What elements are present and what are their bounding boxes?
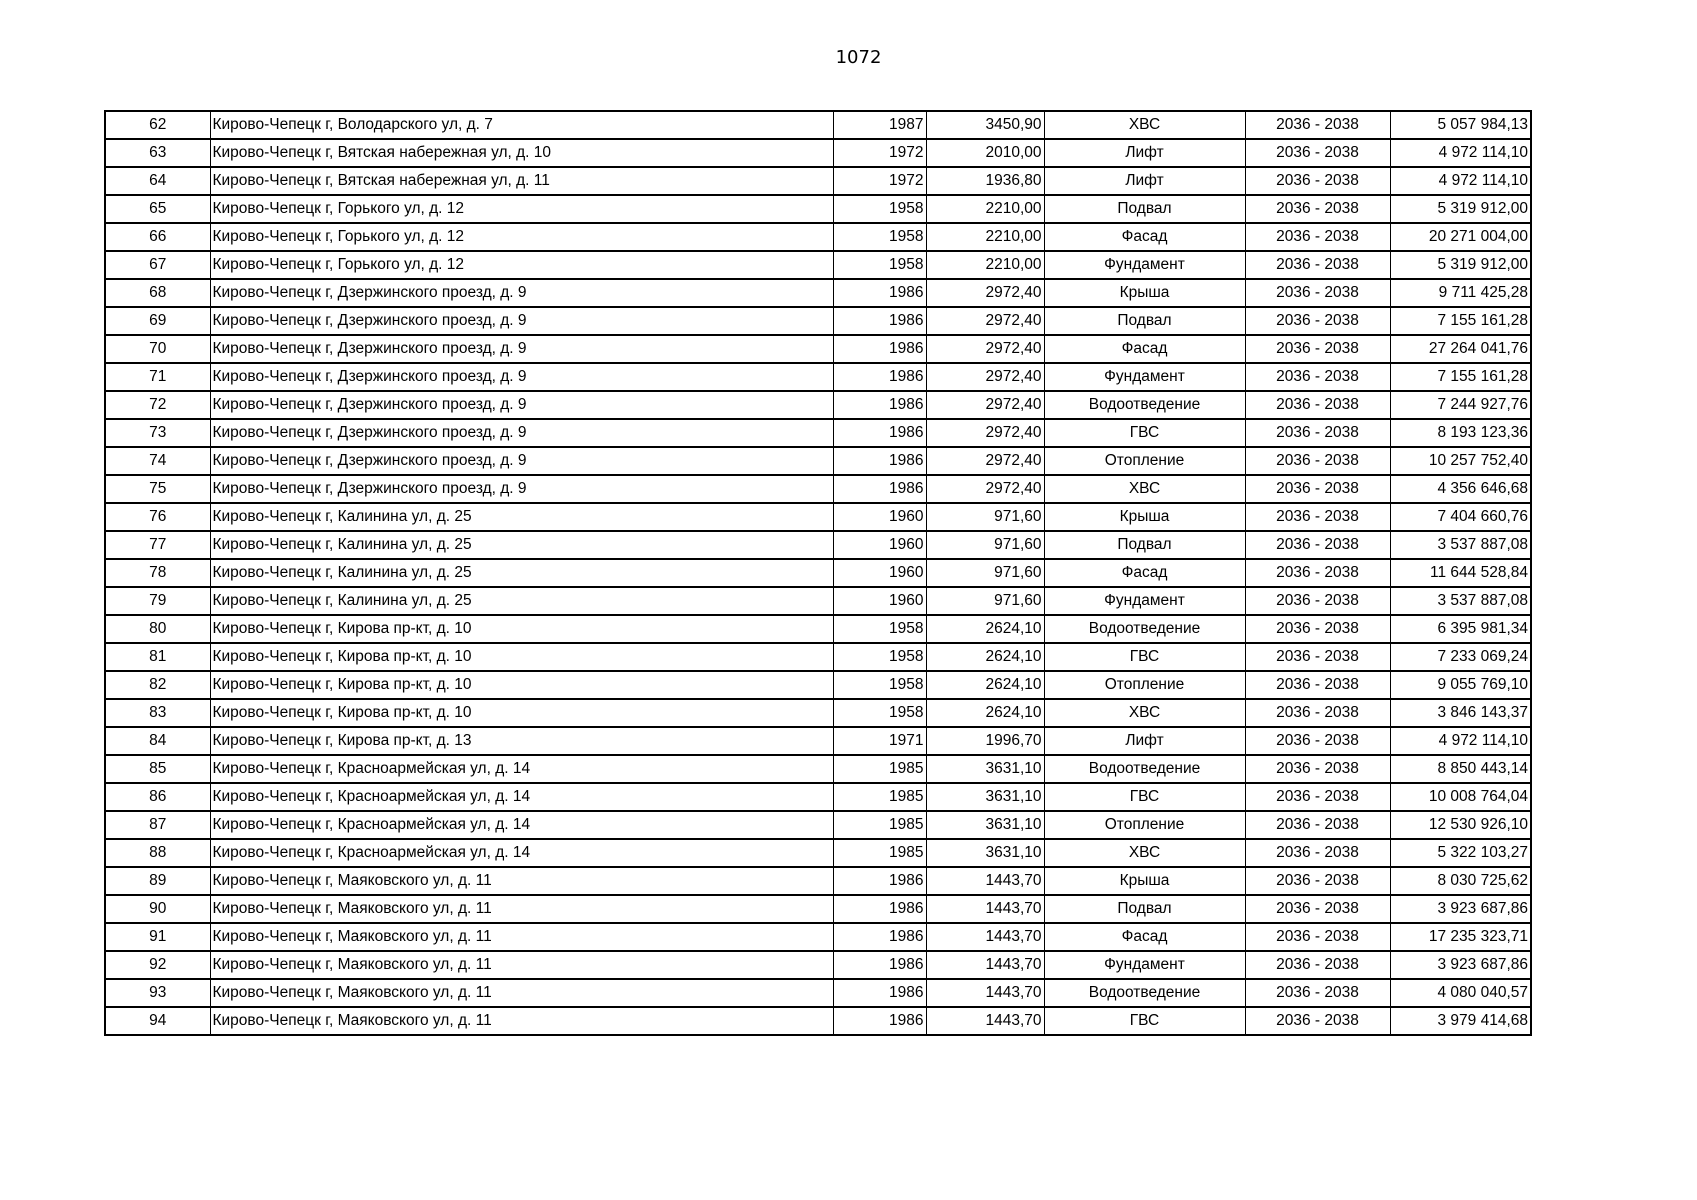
cell-cost: 20 271 004,00	[1390, 223, 1531, 251]
cell-year: 1986	[833, 1007, 926, 1035]
cell-cost: 10 008 764,04	[1390, 783, 1531, 811]
cell-year: 1958	[833, 195, 926, 223]
cell-area: 1936,80	[926, 167, 1044, 195]
cell-area: 3631,10	[926, 755, 1044, 783]
cell-work-type: Подвал	[1044, 307, 1245, 335]
page-number: 1072	[835, 47, 882, 68]
cell-address: Кирово-Чепецк г, Красноармейская ул, д. 14	[210, 839, 833, 867]
cell-period: 2036 - 2038	[1245, 139, 1390, 167]
cell-row-number: 89	[105, 867, 210, 895]
cell-work-type: Подвал	[1044, 895, 1245, 923]
cell-year: 1985	[833, 839, 926, 867]
cell-address: Кирово-Чепецк г, Кирова пр-кт, д. 13	[210, 727, 833, 755]
table-row	[105, 615, 1531, 643]
cell-address: Кирово-Чепецк г, Дзержинского проезд, д. 9	[210, 447, 833, 475]
cell-period: 2036 - 2038	[1245, 195, 1390, 223]
cell-cost: 5 322 103,27	[1390, 839, 1531, 867]
cell-address: Кирово-Чепецк г, Дзержинского проезд, д. 9	[210, 363, 833, 391]
cell-address: Кирово-Чепецк г, Красноармейская ул, д. 14	[210, 755, 833, 783]
cell-work-type: Фасад	[1044, 559, 1245, 587]
cell-year: 1985	[833, 783, 926, 811]
cell-work-type: ХВС	[1044, 699, 1245, 727]
cell-row-number: 78	[105, 559, 210, 587]
cell-row-number: 79	[105, 587, 210, 615]
cell-address: Кирово-Чепецк г, Маяковского ул, д. 11	[210, 1007, 833, 1035]
cell-work-type: ХВС	[1044, 839, 1245, 867]
table-row	[105, 979, 1531, 1007]
cell-year: 1985	[833, 755, 926, 783]
cell-period: 2036 - 2038	[1245, 979, 1390, 1007]
cell-area: 2624,10	[926, 643, 1044, 671]
cell-work-type: Водоотведение	[1044, 615, 1245, 643]
cell-cost: 9 711 425,28	[1390, 279, 1531, 307]
cell-year: 1985	[833, 811, 926, 839]
cell-period: 2036 - 2038	[1245, 811, 1390, 839]
table-row	[105, 587, 1531, 615]
cell-period: 2036 - 2038	[1245, 727, 1390, 755]
cell-area: 2624,10	[926, 615, 1044, 643]
cell-year: 1986	[833, 307, 926, 335]
table-body	[105, 111, 1531, 1035]
cell-cost: 10 257 752,40	[1390, 447, 1531, 475]
cell-row-number: 80	[105, 615, 210, 643]
table-row	[105, 727, 1531, 755]
cell-row-number: 73	[105, 419, 210, 447]
cell-work-type: ХВС	[1044, 475, 1245, 503]
cell-area: 2624,10	[926, 699, 1044, 727]
cell-row-number: 94	[105, 1007, 210, 1035]
cell-row-number: 82	[105, 671, 210, 699]
cell-work-type: Водоотведение	[1044, 755, 1245, 783]
cell-area: 2972,40	[926, 307, 1044, 335]
cell-area: 2210,00	[926, 223, 1044, 251]
table-row	[105, 951, 1531, 979]
cell-work-type: Фундамент	[1044, 587, 1245, 615]
table-row	[105, 111, 1531, 139]
cell-address: Кирово-Чепецк г, Дзержинского проезд, д. 9	[210, 335, 833, 363]
cell-period: 2036 - 2038	[1245, 223, 1390, 251]
cell-period: 2036 - 2038	[1245, 363, 1390, 391]
table-row	[105, 783, 1531, 811]
table-row	[105, 363, 1531, 391]
cell-cost: 3 846 143,37	[1390, 699, 1531, 727]
table-row	[105, 139, 1531, 167]
cell-period: 2036 - 2038	[1245, 559, 1390, 587]
cell-year: 1986	[833, 895, 926, 923]
cell-area: 2972,40	[926, 363, 1044, 391]
cell-address: Кирово-Чепецк г, Дзержинского проезд, д. 9	[210, 475, 833, 503]
cell-area: 3631,10	[926, 783, 1044, 811]
cell-area: 3450,90	[926, 111, 1044, 139]
cell-work-type: Крыша	[1044, 867, 1245, 895]
cell-row-number: 88	[105, 839, 210, 867]
cell-cost: 5 319 912,00	[1390, 195, 1531, 223]
cell-row-number: 92	[105, 951, 210, 979]
cell-address: Кирово-Чепецк г, Кирова пр-кт, д. 10	[210, 671, 833, 699]
cell-work-type: Фасад	[1044, 923, 1245, 951]
cell-cost: 4 972 114,10	[1390, 727, 1531, 755]
cell-work-type: Фасад	[1044, 223, 1245, 251]
table-row	[105, 1007, 1531, 1035]
cell-cost: 17 235 323,71	[1390, 923, 1531, 951]
cell-area: 1996,70	[926, 727, 1044, 755]
cell-work-type: ГВС	[1044, 643, 1245, 671]
capital-repair-table	[104, 110, 1532, 1036]
cell-work-type: Фундамент	[1044, 363, 1245, 391]
cell-address: Кирово-Чепецк г, Горького ул, д. 12	[210, 195, 833, 223]
cell-work-type: Лифт	[1044, 139, 1245, 167]
cell-address: Кирово-Чепецк г, Маяковского ул, д. 11	[210, 951, 833, 979]
cell-row-number: 83	[105, 699, 210, 727]
cell-cost: 3 923 687,86	[1390, 895, 1531, 923]
cell-year: 1986	[833, 923, 926, 951]
cell-period: 2036 - 2038	[1245, 279, 1390, 307]
cell-address: Кирово-Чепецк г, Кирова пр-кт, д. 10	[210, 615, 833, 643]
cell-area: 2972,40	[926, 475, 1044, 503]
cell-work-type: Отопление	[1044, 447, 1245, 475]
cell-row-number: 62	[105, 111, 210, 139]
table-row	[105, 503, 1531, 531]
cell-year: 1972	[833, 167, 926, 195]
cell-cost: 3 537 887,08	[1390, 587, 1531, 615]
cell-area: 971,60	[926, 559, 1044, 587]
cell-cost: 3 923 687,86	[1390, 951, 1531, 979]
table-row	[105, 755, 1531, 783]
table-row	[105, 559, 1531, 587]
cell-address: Кирово-Чепецк г, Дзержинского проезд, д. 9	[210, 307, 833, 335]
cell-row-number: 77	[105, 531, 210, 559]
table-row	[105, 867, 1531, 895]
cell-year: 1960	[833, 559, 926, 587]
cell-row-number: 70	[105, 335, 210, 363]
cell-row-number: 90	[105, 895, 210, 923]
cell-area: 971,60	[926, 531, 1044, 559]
cell-year: 1986	[833, 447, 926, 475]
cell-cost: 7 244 927,76	[1390, 391, 1531, 419]
cell-year: 1986	[833, 335, 926, 363]
cell-cost: 3 537 887,08	[1390, 531, 1531, 559]
cell-cost: 4 972 114,10	[1390, 167, 1531, 195]
cell-period: 2036 - 2038	[1245, 503, 1390, 531]
cell-address: Кирово-Чепецк г, Калинина ул, д. 25	[210, 587, 833, 615]
cell-row-number: 65	[105, 195, 210, 223]
cell-area: 1443,70	[926, 951, 1044, 979]
cell-year: 1986	[833, 951, 926, 979]
cell-cost: 12 530 926,10	[1390, 811, 1531, 839]
cell-area: 2210,00	[926, 195, 1044, 223]
cell-address: Кирово-Чепецк г, Вятская набережная ул, д. 10	[210, 139, 833, 167]
cell-cost: 6 395 981,34	[1390, 615, 1531, 643]
cell-address: Кирово-Чепецк г, Горького ул, д. 12	[210, 251, 833, 279]
cell-address: Кирово-Чепецк г, Калинина ул, д. 25	[210, 503, 833, 531]
cell-cost: 11 644 528,84	[1390, 559, 1531, 587]
cell-work-type: Фундамент	[1044, 951, 1245, 979]
cell-year: 1986	[833, 363, 926, 391]
cell-work-type: Водоотведение	[1044, 979, 1245, 1007]
table-row	[105, 671, 1531, 699]
cell-period: 2036 - 2038	[1245, 111, 1390, 139]
cell-row-number: 71	[105, 363, 210, 391]
cell-address: Кирово-Чепецк г, Калинина ул, д. 25	[210, 531, 833, 559]
cell-work-type: Фасад	[1044, 335, 1245, 363]
cell-area: 1443,70	[926, 979, 1044, 1007]
table-row	[105, 811, 1531, 839]
cell-area: 3631,10	[926, 811, 1044, 839]
cell-row-number: 86	[105, 783, 210, 811]
cell-year: 1986	[833, 391, 926, 419]
cell-period: 2036 - 2038	[1245, 895, 1390, 923]
cell-period: 2036 - 2038	[1245, 923, 1390, 951]
cell-period: 2036 - 2038	[1245, 783, 1390, 811]
cell-work-type: Водоотведение	[1044, 391, 1245, 419]
table-row	[105, 531, 1531, 559]
table-row	[105, 419, 1531, 447]
cell-area: 3631,10	[926, 839, 1044, 867]
cell-cost: 8 193 123,36	[1390, 419, 1531, 447]
cell-area: 1443,70	[926, 867, 1044, 895]
cell-area: 1443,70	[926, 923, 1044, 951]
cell-year: 1971	[833, 727, 926, 755]
cell-year: 1986	[833, 279, 926, 307]
cell-area: 2972,40	[926, 391, 1044, 419]
cell-row-number: 67	[105, 251, 210, 279]
table-row	[105, 643, 1531, 671]
cell-work-type: ГВС	[1044, 783, 1245, 811]
cell-work-type: Отопление	[1044, 811, 1245, 839]
cell-address: Кирово-Чепецк г, Красноармейская ул, д. 14	[210, 811, 833, 839]
cell-year: 1986	[833, 475, 926, 503]
cell-address: Кирово-Чепецк г, Кирова пр-кт, д. 10	[210, 643, 833, 671]
cell-row-number: 63	[105, 139, 210, 167]
cell-period: 2036 - 2038	[1245, 587, 1390, 615]
cell-year: 1986	[833, 867, 926, 895]
cell-period: 2036 - 2038	[1245, 307, 1390, 335]
cell-address: Кирово-Чепецк г, Горького ул, д. 12	[210, 223, 833, 251]
table-row	[105, 335, 1531, 363]
cell-address: Кирово-Чепецк г, Маяковского ул, д. 11	[210, 923, 833, 951]
cell-row-number: 87	[105, 811, 210, 839]
cell-cost: 8 030 725,62	[1390, 867, 1531, 895]
cell-period: 2036 - 2038	[1245, 755, 1390, 783]
cell-area: 2210,00	[926, 251, 1044, 279]
cell-address: Кирово-Чепецк г, Вятская набережная ул, д. 11	[210, 167, 833, 195]
cell-period: 2036 - 2038	[1245, 699, 1390, 727]
cell-cost: 7 155 161,28	[1390, 307, 1531, 335]
cell-period: 2036 - 2038	[1245, 531, 1390, 559]
cell-work-type: Лифт	[1044, 727, 1245, 755]
cell-row-number: 69	[105, 307, 210, 335]
table-row	[105, 391, 1531, 419]
cell-year: 1958	[833, 643, 926, 671]
cell-period: 2036 - 2038	[1245, 419, 1390, 447]
cell-row-number: 64	[105, 167, 210, 195]
cell-year: 1986	[833, 419, 926, 447]
cell-year: 1960	[833, 503, 926, 531]
cell-period: 2036 - 2038	[1245, 251, 1390, 279]
table-row	[105, 447, 1531, 475]
cell-year: 1958	[833, 615, 926, 643]
cell-area: 2972,40	[926, 419, 1044, 447]
cell-work-type: ХВС	[1044, 111, 1245, 139]
cell-row-number: 81	[105, 643, 210, 671]
cell-period: 2036 - 2038	[1245, 951, 1390, 979]
cell-address: Кирово-Чепецк г, Маяковского ул, д. 11	[210, 867, 833, 895]
table-row	[105, 895, 1531, 923]
cell-area: 2972,40	[926, 447, 1044, 475]
cell-period: 2036 - 2038	[1245, 447, 1390, 475]
cell-work-type: ГВС	[1044, 419, 1245, 447]
cell-cost: 4 356 646,68	[1390, 475, 1531, 503]
cell-area: 2624,10	[926, 671, 1044, 699]
cell-work-type: Подвал	[1044, 195, 1245, 223]
table-row	[105, 475, 1531, 503]
table-row	[105, 223, 1531, 251]
cell-row-number: 84	[105, 727, 210, 755]
cell-area: 971,60	[926, 587, 1044, 615]
table-row	[105, 839, 1531, 867]
cell-address: Кирово-Чепецк г, Красноармейская ул, д. 14	[210, 783, 833, 811]
cell-year: 1986	[833, 979, 926, 1007]
cell-cost: 3 979 414,68	[1390, 1007, 1531, 1035]
cell-period: 2036 - 2038	[1245, 643, 1390, 671]
cell-period: 2036 - 2038	[1245, 839, 1390, 867]
cell-year: 1958	[833, 251, 926, 279]
cell-row-number: 72	[105, 391, 210, 419]
cell-period: 2036 - 2038	[1245, 335, 1390, 363]
cell-work-type: ГВС	[1044, 1007, 1245, 1035]
cell-area: 971,60	[926, 503, 1044, 531]
cell-address: Кирово-Чепецк г, Володарского ул, д. 7	[210, 111, 833, 139]
cell-area: 1443,70	[926, 1007, 1044, 1035]
cell-row-number: 68	[105, 279, 210, 307]
cell-address: Кирово-Чепецк г, Маяковского ул, д. 11	[210, 895, 833, 923]
cell-address: Кирово-Чепецк г, Маяковского ул, д. 11	[210, 979, 833, 1007]
cell-row-number: 76	[105, 503, 210, 531]
cell-area: 2010,00	[926, 139, 1044, 167]
cell-work-type: Подвал	[1044, 531, 1245, 559]
cell-period: 2036 - 2038	[1245, 167, 1390, 195]
cell-address: Кирово-Чепецк г, Дзержинского проезд, д. 9	[210, 419, 833, 447]
cell-row-number: 66	[105, 223, 210, 251]
cell-year: 1958	[833, 671, 926, 699]
cell-address: Кирово-Чепецк г, Кирова пр-кт, д. 10	[210, 699, 833, 727]
cell-period: 2036 - 2038	[1245, 671, 1390, 699]
table-row	[105, 699, 1531, 727]
cell-year: 1958	[833, 699, 926, 727]
cell-row-number: 91	[105, 923, 210, 951]
cell-address: Кирово-Чепецк г, Дзержинского проезд, д. 9	[210, 279, 833, 307]
table-row	[105, 307, 1531, 335]
table-row	[105, 195, 1531, 223]
cell-cost: 4 972 114,10	[1390, 139, 1531, 167]
cell-period: 2036 - 2038	[1245, 475, 1390, 503]
cell-year: 1958	[833, 223, 926, 251]
table-row	[105, 279, 1531, 307]
cell-year: 1960	[833, 531, 926, 559]
cell-row-number: 75	[105, 475, 210, 503]
cell-work-type: Отопление	[1044, 671, 1245, 699]
cell-address: Кирово-Чепецк г, Дзержинского проезд, д. 9	[210, 391, 833, 419]
cell-cost: 5 319 912,00	[1390, 251, 1531, 279]
cell-cost: 9 055 769,10	[1390, 671, 1531, 699]
cell-period: 2036 - 2038	[1245, 391, 1390, 419]
cell-period: 2036 - 2038	[1245, 867, 1390, 895]
cell-cost: 5 057 984,13	[1390, 111, 1531, 139]
cell-work-type: Крыша	[1044, 503, 1245, 531]
cell-cost: 8 850 443,14	[1390, 755, 1531, 783]
cell-area: 1443,70	[926, 895, 1044, 923]
cell-year: 1972	[833, 139, 926, 167]
cell-work-type: Лифт	[1044, 167, 1245, 195]
table-row	[105, 167, 1531, 195]
cell-year: 1960	[833, 587, 926, 615]
cell-work-type: Фундамент	[1044, 251, 1245, 279]
cell-cost: 7 404 660,76	[1390, 503, 1531, 531]
cell-row-number: 85	[105, 755, 210, 783]
cell-row-number: 74	[105, 447, 210, 475]
cell-area: 2972,40	[926, 335, 1044, 363]
cell-year: 1987	[833, 111, 926, 139]
cell-cost: 7 233 069,24	[1390, 643, 1531, 671]
cell-cost: 4 080 040,57	[1390, 979, 1531, 1007]
table-row	[105, 923, 1531, 951]
table-row	[105, 251, 1531, 279]
cell-cost: 27 264 041,76	[1390, 335, 1531, 363]
cell-area: 2972,40	[926, 279, 1044, 307]
cell-period: 2036 - 2038	[1245, 1007, 1390, 1035]
cell-work-type: Крыша	[1044, 279, 1245, 307]
cell-address: Кирово-Чепецк г, Калинина ул, д. 25	[210, 559, 833, 587]
cell-row-number: 93	[105, 979, 210, 1007]
cell-cost: 7 155 161,28	[1390, 363, 1531, 391]
cell-period: 2036 - 2038	[1245, 615, 1390, 643]
